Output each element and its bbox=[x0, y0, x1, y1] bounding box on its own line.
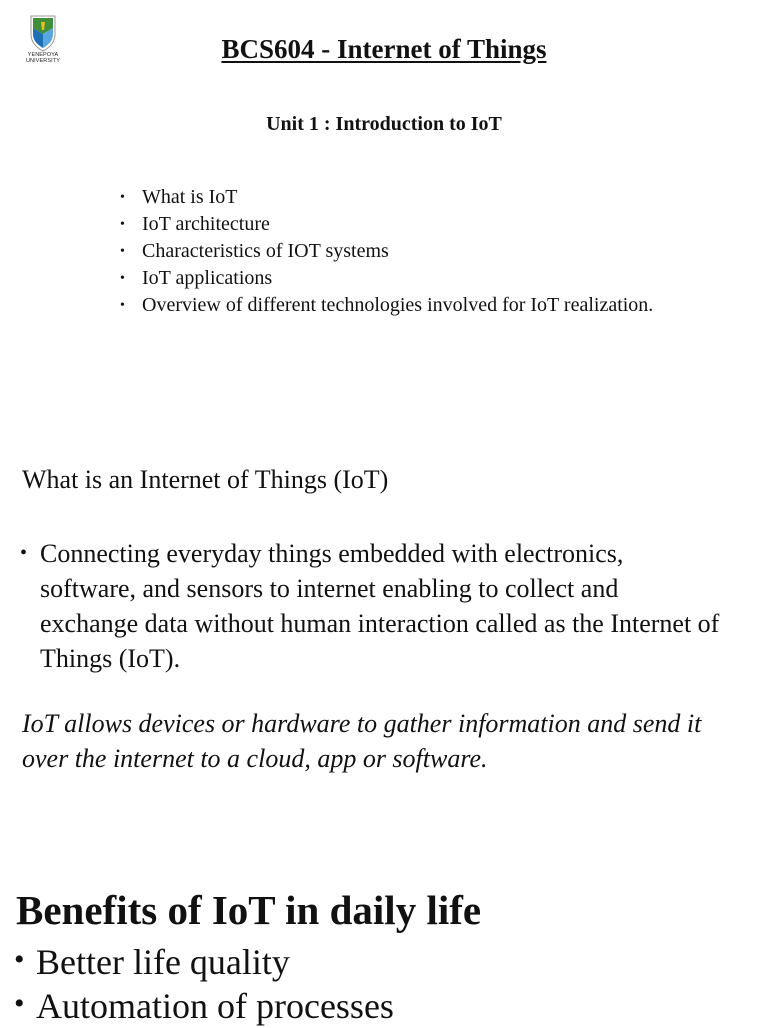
benefit-label: Automation of processes bbox=[36, 986, 394, 1026]
bullet-icon: • bbox=[14, 943, 25, 976]
benefit-item bbox=[14, 984, 394, 1028]
benefit-label: Better life quality bbox=[36, 942, 290, 982]
logo-text-line2: UNIVERSITY bbox=[25, 58, 60, 64]
italic-note: IoT allows devices or hardware to gather information and send it over the internet to a cloud, app or software. bbox=[22, 709, 702, 773]
topic-label: Characteristics of IOT systems bbox=[142, 240, 389, 262]
topic-item bbox=[118, 265, 653, 292]
benefit-item bbox=[14, 940, 394, 984]
benefits-list bbox=[14, 940, 394, 1028]
topics-list bbox=[118, 184, 653, 319]
bullet-icon: • bbox=[120, 244, 125, 259]
topic-label: Overview of different technologies involved for IoT realization. bbox=[142, 294, 654, 316]
unit-title: Unit 1 : Introduction to IoT bbox=[266, 113, 502, 135]
benefits-heading: Benefits of IoT in daily life bbox=[16, 887, 482, 933]
topic-item bbox=[118, 292, 653, 319]
topic-item bbox=[118, 184, 653, 211]
topic-label: IoT applications bbox=[142, 267, 273, 289]
topic-item bbox=[118, 238, 653, 265]
course-title: BCS604 - Internet of Things bbox=[221, 34, 547, 64]
bullet-icon: • bbox=[120, 190, 125, 205]
topic-item bbox=[118, 211, 653, 238]
definition-heading: What is an Internet of Things (IoT) bbox=[22, 465, 389, 494]
bullet-icon: • bbox=[120, 298, 125, 313]
bullet-icon: • bbox=[20, 542, 28, 564]
topic-label: What is IoT bbox=[142, 186, 238, 208]
bullet-icon: • bbox=[120, 271, 125, 286]
definition-text: Connecting everyday things embedded with electronics, software, and sensors to internet enabling to collect and exchange data without human interaction called as the Internet of Things (IoT). bbox=[40, 539, 720, 673]
topic-label: IoT architecture bbox=[142, 213, 270, 235]
bullet-icon: • bbox=[120, 217, 125, 232]
bullet-icon: • bbox=[14, 987, 25, 1020]
definition-bullet bbox=[20, 536, 720, 676]
logo-text-line1: YENEPOYA bbox=[27, 52, 59, 58]
